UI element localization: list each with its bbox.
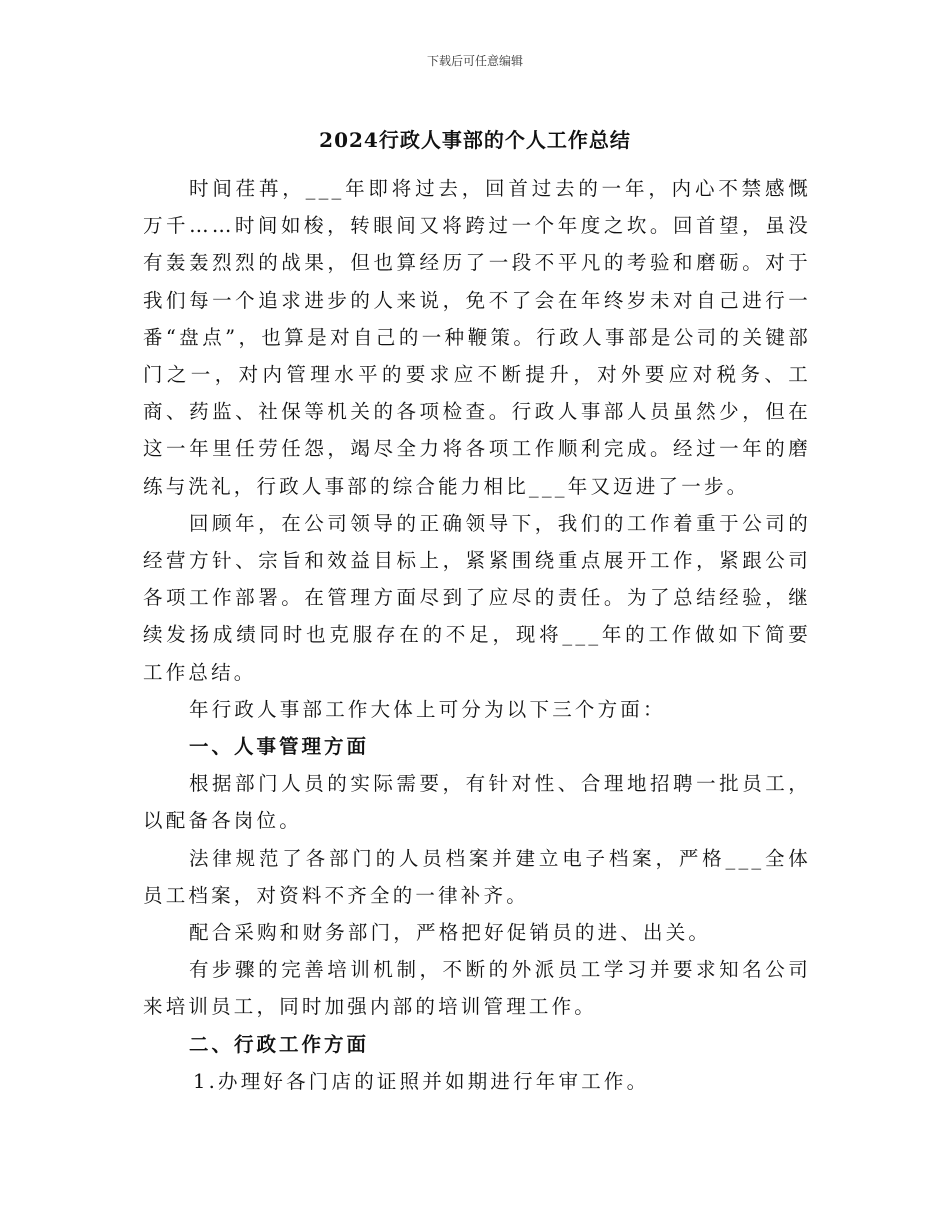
paragraph-review: 回顾年，在公司领导的正确领导下，我们的工作着重于公司的经营方针、宗旨和效益目标上，紧紧围绕重点展开工作，紧跟公司各项工作部署。在管理方面尽到了应尽的责任。为了总结经验，继续发扬成绩同时也克服存在的不足，现将___年的工作做如下简要工作总结。 [143, 511, 811, 684]
section-heading-admin: 二、行政工作方面 [189, 1032, 370, 1056]
header-note: 下载后可任意编辑 [426, 54, 523, 68]
paragraph-intro: 时间荏苒，___年即将过去，回首过去的一年，内心不禁感慨万千……时间如梭，转眼间又将跨过一个年度之坎。回首望，虽没有轰轰烈烈的战果，但也算经历了一段不平凡的考验和磨砺。对于我们每一个追求进步的人来说，免不了会在年终岁未对自己进行一番“盘点”，也算是对自己的一种鞭策。行政人事部是公司的关键部门之一，对内管理水平的要求应不断提升，对外要应对税务、工商、药监、社保等机关的各项检查。行政人事部人员虽然少，但在这一年里任劳任怨，竭尽全力将各项工作顺利完成。经过一年的磨练与洗礼，行政人事部的综合能力相比___年又迈进了一步。 [143, 177, 811, 498]
document-body [143, 170, 811, 1100]
personnel-item: 有步骤的完善培训机制，不断的外派员工学习并要求知名公司来培训员工，同时加强内部的培训管理工作。 [143, 958, 811, 1019]
personnel-item: 根据部门人员的实际需要，有针对性、合理地招聘一批员工，以配备各岗位。 [143, 772, 811, 833]
document-title: 2024行政人事部的个人工作总结 [319, 128, 631, 152]
personnel-item: 法律规范了各部门的人员档案并建立电子档案，严格___全体员工档案，对资料不齐全的一律补齐。 [143, 846, 811, 907]
admin-item: 1.办理好各门店的证照并如期进行年审工作。 [193, 1069, 650, 1093]
personnel-item: 配合采购和财务部门，严格把好促销员的进、出关。 [189, 921, 712, 945]
section-heading-personnel: 一、人事管理方面 [189, 735, 370, 759]
paragraph-overview: 年行政人事部工作大体上可分为以下三个方面： [189, 697, 666, 721]
